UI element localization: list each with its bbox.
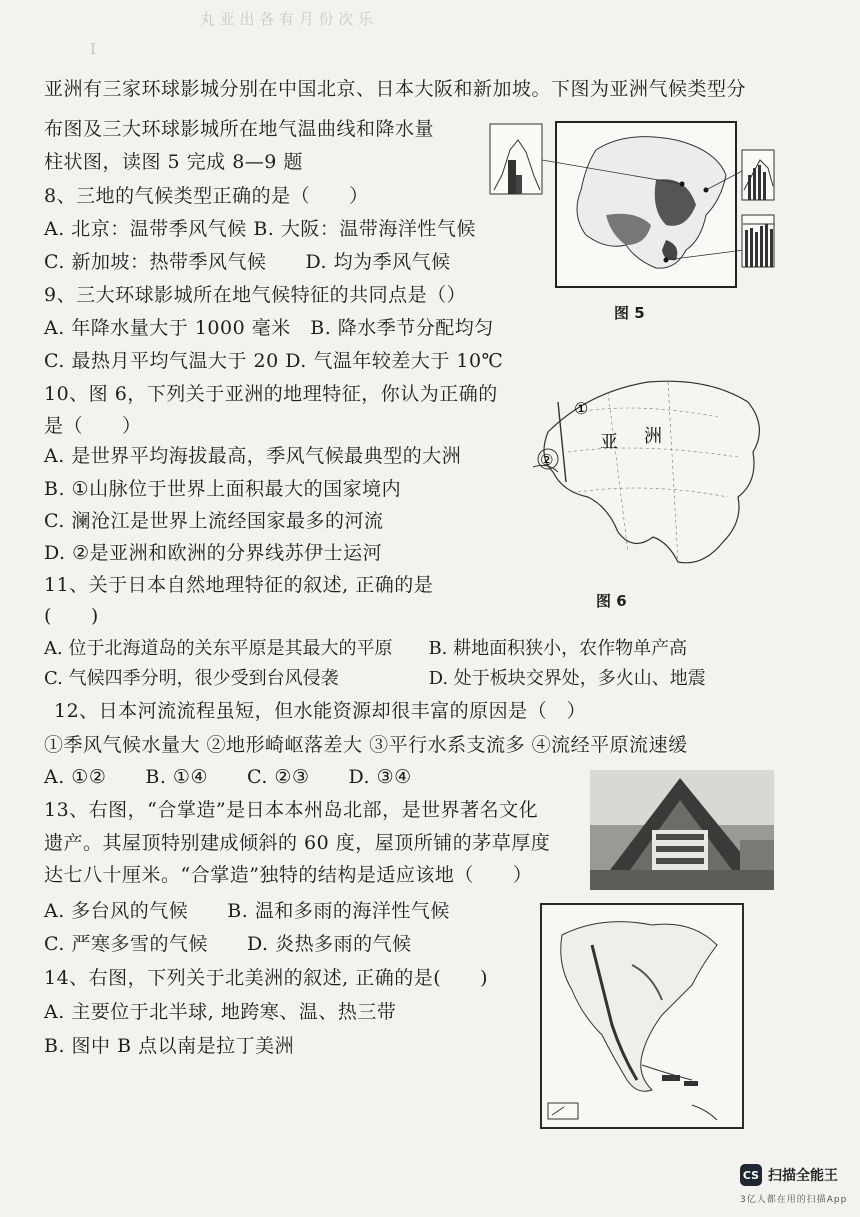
intro-line-3: 柱状图，读图 5 完成 8—9 题 bbox=[44, 151, 303, 173]
q10-option-a: A. 是世界平均海拔最高，季风气候最典型的大洲 bbox=[44, 445, 462, 467]
fig6-label-1: ① bbox=[574, 399, 589, 418]
bleed-through-text: 丸 亚 出 各 有 月 份 次 乐 bbox=[200, 10, 374, 28]
gassho-zukuri-photo bbox=[590, 770, 774, 890]
question-10-cont: 是（ ） bbox=[44, 415, 142, 437]
q10-option-c: C. 澜沧江是世界上流经国家最多的河流 bbox=[44, 510, 384, 532]
question-13: 13、右图，“合掌造”是日本本州岛北部，是世界著名文化 bbox=[44, 799, 539, 821]
intro-line-1: 亚洲有三家环球影城分别在中国北京、日本大阪和新加坡。下图为亚洲气候类型分 bbox=[44, 78, 747, 100]
left-climate-chart bbox=[490, 124, 542, 194]
q14-option-b: B. 图中 B 点以南是拉丁美洲 bbox=[44, 1035, 295, 1057]
figure-5-caption: 图 5 bbox=[614, 304, 645, 322]
q8-options-ab: A. 北京：温带季风气候 B. 大阪：温带海洋性气候 bbox=[44, 218, 476, 240]
q12-statements: ①季风气候水量大 ②地形崎岖落差大 ③平行水系支流多 ④流经平原流速缓 bbox=[44, 734, 688, 756]
q8-options-cd: C. 新加坡：热带季风气候 D. 均为季风气候 bbox=[44, 251, 451, 273]
figure-6-caption: 图 6 bbox=[596, 592, 627, 610]
camscanner-logo-icon: CS bbox=[740, 1164, 762, 1186]
q13-options-cd: C. 严寒多雪的气候 D. 炎热多雨的气候 bbox=[44, 933, 412, 955]
q10-option-d: D. ②是亚洲和欧洲的分界线苏伊士运河 bbox=[44, 542, 383, 564]
q9-options-cd: C. 最热月平均气温大于 20 D. 气温年较差大于 10℃ bbox=[44, 350, 504, 372]
q9-options-ab: A. 年降水量大于 1000 毫米 B. 降水季节分配均匀 bbox=[44, 317, 494, 339]
question-11: 11、关于日本自然地理特征的叙述, 正确的是 bbox=[44, 574, 434, 596]
question-13-cont-2: 达七八十厘米。“合掌造”独特的结构是适应该地（ ） bbox=[44, 864, 533, 886]
intro-line-2: 布图及三大环球影城所在地气温曲线和降水量 bbox=[44, 118, 435, 140]
figure-5-climate-map bbox=[486, 120, 776, 292]
q13-options-ab: A. 多台风的气候 B. 温和多雨的海洋性气候 bbox=[44, 900, 450, 922]
q11-options-cd: C. 气候四季分明，很少受到台风侵袭 D. 处于板块交界处，多火山、地震 bbox=[44, 668, 706, 689]
q14-option-a: A. 主要位于北半球, 地跨寒、温、热三带 bbox=[44, 1001, 397, 1023]
question-10: 10、图 6，下列关于亚洲的地理特征，你认为正确的 bbox=[44, 383, 498, 405]
fig6-label-asia: 亚 bbox=[600, 432, 618, 453]
q11-options-ab: A. 位于北海道岛的关东平原是其最大的平原 B. 耕地面积狭小，农作物单产高 bbox=[44, 638, 688, 659]
question-14: 14、右图，下列关于北美洲的叙述, 正确的是( ) bbox=[44, 967, 489, 989]
question-12: 12、日本河流流程虽短，但水能资源却很丰富的原因是（ ） bbox=[54, 700, 587, 722]
bleed-through-text: I bbox=[90, 40, 405, 58]
q10-option-b: B. ①山脉位于世界上面积最大的国家境内 bbox=[44, 478, 402, 500]
scanner-watermark bbox=[740, 1164, 838, 1186]
right-climate-chart-top bbox=[742, 150, 774, 200]
question-9: 9、三大环球影城所在地气候特征的共同点是（） bbox=[44, 284, 467, 306]
q12-options: A. ①② B. ①④ C. ②③ D. ③④ bbox=[44, 766, 412, 788]
question-13-cont-1: 遗产。其屋顶特别建成倾斜的 60 度，屋顶所铺的茅草厚度 bbox=[44, 832, 551, 854]
watermark-tagline: 3亿人都在用的扫描App bbox=[740, 1195, 848, 1205]
watermark-app-name: 扫描全能王 bbox=[768, 1168, 838, 1184]
figure-6-asia-map bbox=[518, 372, 774, 582]
north-america-map bbox=[540, 903, 744, 1129]
question-8: 8、三地的气候类型正确的是（ ） bbox=[44, 185, 369, 207]
question-11-cont: ( ) bbox=[44, 605, 99, 627]
fig6-label-2: ② bbox=[540, 451, 554, 469]
right-climate-chart-bottom bbox=[742, 215, 774, 267]
fig6-label-zhou: 洲 bbox=[644, 426, 662, 447]
